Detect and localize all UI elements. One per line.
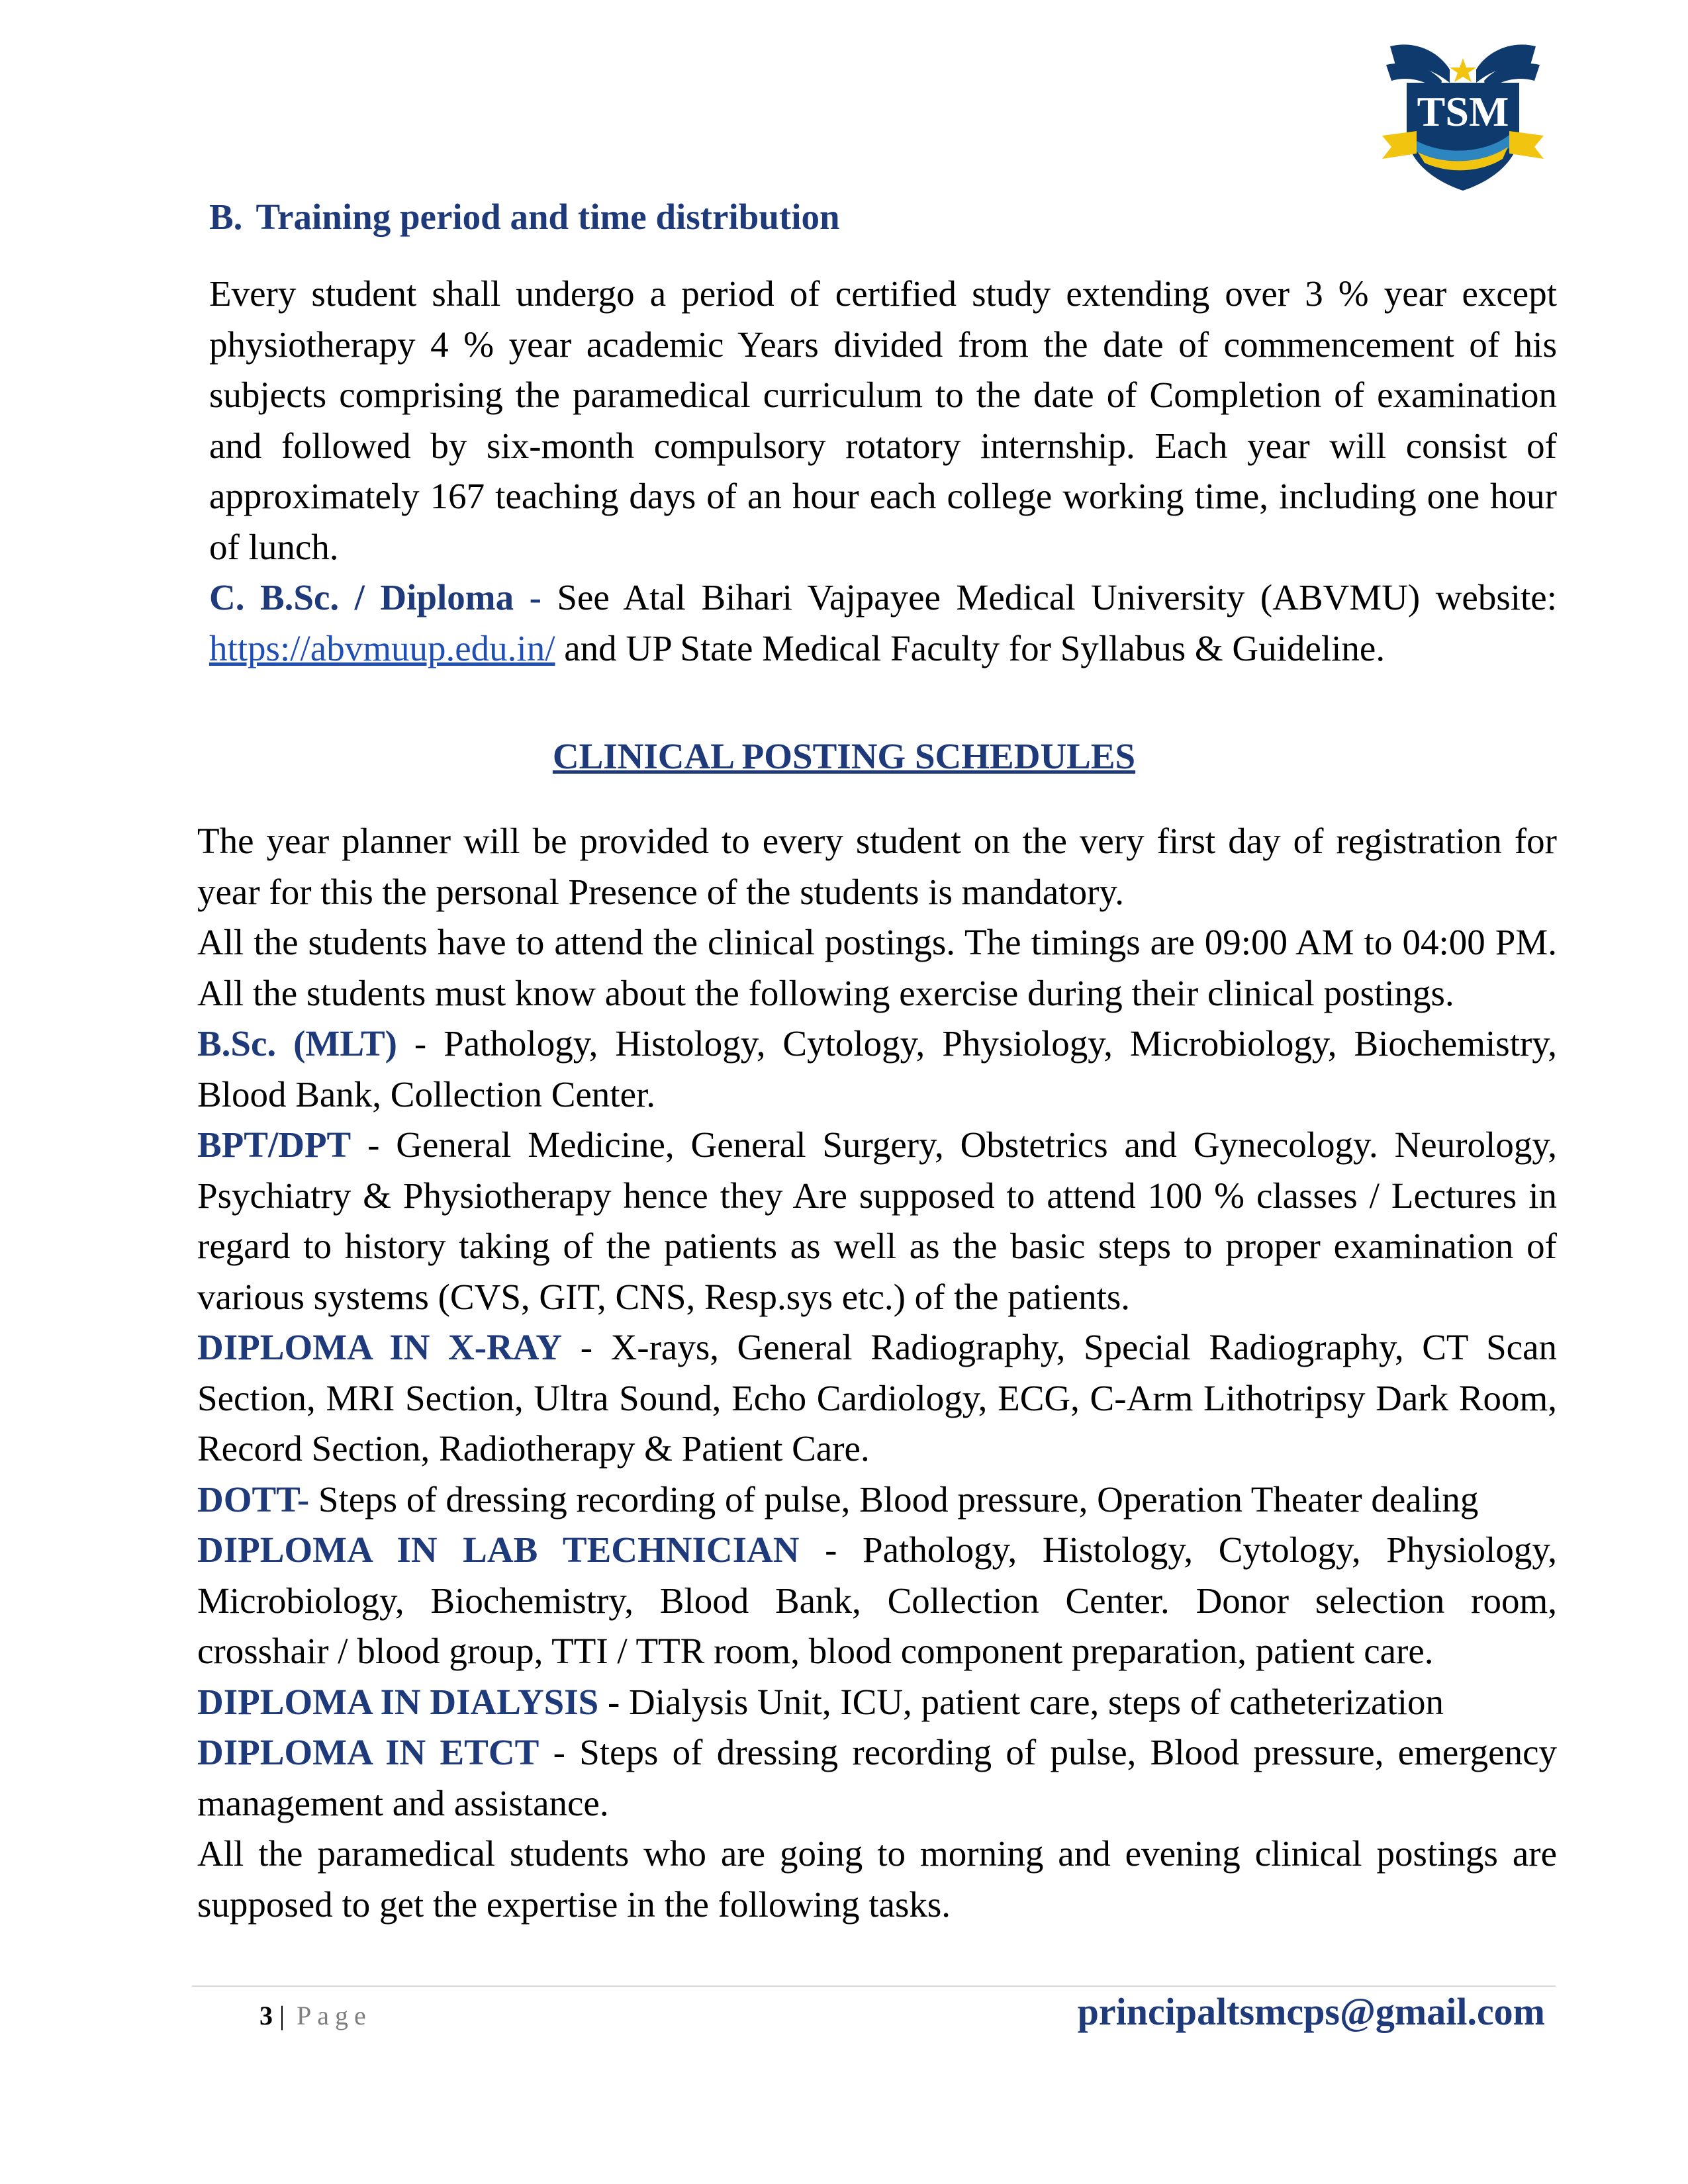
course-item-lab-technician	[197, 1525, 1557, 1677]
section-b-title: Training period and time distribution	[256, 197, 840, 237]
course-label: BPT/DPT	[197, 1124, 352, 1165]
svg-text:TSM: TSM	[1417, 88, 1509, 135]
training-period-section	[209, 192, 1557, 674]
course-text: Steps of dressing recording of pulse, Blood pressure, Operation Theater dealing	[309, 1479, 1479, 1520]
course-label: DIPLOMA IN ETCT	[197, 1732, 539, 1772]
course-label: DIPLOMA IN DIALYSIS	[197, 1681, 599, 1722]
page-separator: |	[279, 2001, 285, 2030]
intro-paragraph: The year planner will be provided to every student on the very first day of registration for year for this the personal Presence of the students is mandatory.	[197, 821, 1557, 912]
course-label: DIPLOMA IN LAB TECHNICIAN	[197, 1529, 800, 1570]
page-number: 3	[259, 2001, 273, 2030]
training-period-paragraph: Every student shall undergo a period of certified study extending over 3 % year except physiotherapy 4 % year academic Years divided from the date of commencement of his subjects comprising the paramedical curriculum to the date of Completion of examination and followed by six-month compulsory rotatory internship. Each year will consist of approximately 167 teaching days of an hour each college working time, including one hour of lunch.	[209, 273, 1557, 567]
clinical-schedules-title: CLINICAL POSTING SCHEDULES	[552, 736, 1136, 776]
course-text: - General Medicine, General Surgery, Obstetrics and Gynecology. Neurology, Psychiatry & Physiotherapy hence they Are supposed to attend 100 % classes / Lectures in regard to history taking of the patients as well as the basic steps to proper examination of various systems (CVS, GIT, CNS, Resp.sys etc.) of the patients.	[197, 1124, 1557, 1317]
course-label: DOTT-	[197, 1479, 310, 1520]
course-item-bpt-dpt	[197, 1120, 1557, 1322]
page-indicator	[259, 1997, 372, 2034]
section-b-number: B.	[209, 197, 243, 237]
course-text: - Dialysis Unit, ICU, patient care, steps of catheterization	[598, 1681, 1444, 1722]
course-item-dott	[197, 1475, 1557, 1525]
course-label: B.Sc. (MLT)	[197, 1023, 397, 1064]
abvmu-website-link[interactable]: https://abvmuup.edu.in/	[209, 627, 555, 668]
page-word: Page	[297, 2001, 372, 2030]
course-text: - X-rays, General Radiography, Special Radiography, CT Scan Section, MRI Section, Ultra Sound, Echo Cardiology, ECG, C-Arm Lithotripsy Dark Room, Record Section, Radiotherapy & Patient Care.	[197, 1327, 1557, 1469]
section-c-text: See Atal Bihari Vajpayee Medical University (ABVMU) website:	[541, 577, 1557, 617]
course-item-xray	[197, 1322, 1557, 1475]
course-item-etct	[197, 1727, 1557, 1829]
footer-email[interactable]: principaltsmcps@gmail.com	[1077, 1990, 1545, 2033]
course-text: - Pathology, Histology, Cytology, Physiology, Microbiology, Biochemistry, Blood Bank, Collection Center.	[197, 1023, 1557, 1115]
clinical-schedules-section	[197, 816, 1557, 1930]
syllabus-paragraph	[209, 572, 1557, 674]
section-c-label: C. B.Sc. / Diploma -	[209, 577, 541, 617]
outro-paragraph: All the paramedical students who are going to morning and evening clinical postings are supposed to get the expertise in the following tasks.	[197, 1833, 1557, 1925]
college-logo	[1377, 33, 1549, 199]
section-c-text2: and UP State Medical Faculty for Syllabus & Guideline.	[555, 627, 1385, 668]
course-text: - Pathology, Histology, Cytology, Physiology, Microbiology, Biochemistry, Blood Bank, Collection Center. Donor selection room, crosshair / blood group, TTI / TTR room, blood component preparation, patient care.	[197, 1529, 1557, 1671]
course-label: DIPLOMA IN X-RAY	[197, 1327, 563, 1367]
tsm-crest-icon	[1377, 33, 1549, 199]
timings-paragraph: All the students have to attend the clinical postings. The timings are 09:00 AM to 04:00 PM. All the students must know about the following exercise during their clinical postings.	[197, 922, 1557, 1013]
course-item-bsc-mlt	[197, 1019, 1557, 1120]
course-item-dialysis	[197, 1677, 1557, 1728]
course-text: - Steps of dressing recording of pulse, Blood pressure, emergency management and assistance.	[197, 1732, 1557, 1823]
section-b-heading	[209, 192, 1557, 242]
